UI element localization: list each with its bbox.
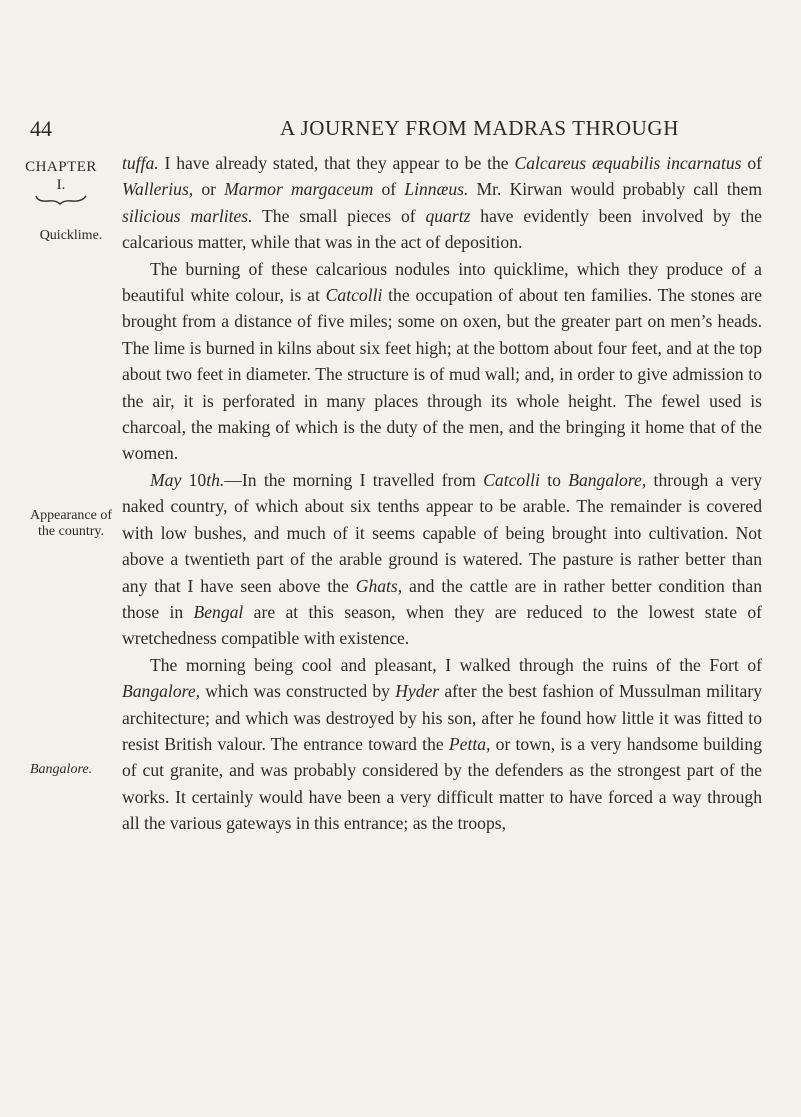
text-run: —In the morning I travelled from: [224, 469, 484, 490]
italic-text-run: Petta,: [448, 733, 491, 754]
paragraph: [122, 467, 762, 652]
paragraph: [122, 652, 762, 837]
italic-text-run: tuffa.: [122, 153, 159, 173]
brace-ornament-icon: [34, 194, 88, 206]
text-run: or: [193, 179, 225, 200]
margin-note-appearance: Appearance of the country.: [30, 508, 113, 539]
italic-text-run: Ghats,: [355, 575, 403, 596]
chapter-label: CHAPTER: [25, 159, 97, 175]
text-run: are at this season, when they are reduced to the lowest state of wretchedness compatible with existence.: [122, 601, 763, 649]
text-run: 10: [181, 469, 207, 490]
page-header: [30, 116, 790, 146]
text-run: which was constructed by: [200, 681, 396, 702]
italic-text-run: Hyder: [395, 681, 440, 702]
margin-note-quicklime: Quicklime.: [39, 228, 103, 243]
page-number: 44: [30, 116, 52, 141]
chapter-marker: [21, 158, 101, 206]
text-run: of: [373, 179, 405, 200]
italic-text-run: Bangalore,: [122, 681, 201, 702]
text-run: The morning being cool and pleasant, I walked through the ruins of the Fort of: [150, 654, 762, 675]
chapter-number: I.: [56, 177, 66, 193]
text-run: The burning of these calcarious nodules into quicklime, which they produce of a beautiful white colour, is at: [122, 258, 762, 306]
italic-text-run: silicious marlites.: [122, 205, 253, 226]
text-run: of: [741, 153, 763, 173]
text-run: to: [539, 469, 569, 490]
italic-text-run: Calcareus æquabilis incarnatus: [514, 153, 742, 173]
text-run: and the cattle are in rather better condition than those in: [122, 575, 762, 622]
text-run: after the best fashion of Mussulman military architecture; and which was destroyed by his son, after he found how little it was fitted to resist British valour. The entrance toward the: [122, 681, 763, 754]
text-run: Mr. Kirwan would probably call them: [468, 179, 763, 200]
italic-text-run: Linnæus.: [404, 179, 469, 200]
text-run: The small pieces of: [252, 205, 426, 226]
italic-text-run: quartz: [425, 205, 471, 226]
italic-text-run: Bangalore,: [568, 469, 647, 490]
paragraph: [122, 256, 762, 467]
italic-text-run: Catcolli: [483, 469, 540, 490]
italic-text-run: Wallerius,: [122, 179, 194, 200]
text-run: through a very naked country, of which about six tenths appear to be arable. The remainder is covered with low bushes, and much of it seems capable of being brought into cultivation. Not above a twentieth part of the arable ground is watered. The pasture is rather better than any that I have seen above the: [122, 469, 762, 596]
text-run: I have already stated, that they appear to be the: [158, 153, 515, 173]
paragraph: [122, 150, 762, 256]
text-run: the occupation of about ten families. The stones are brought from a distance of five miles; some on oxen, but the greater part on men’s heads. The lime is burned in kilns about six feet high; at the bottom about four feet, and at the top about two feet in diameter. The structure is of mud wall; and, in order to give admission to the air, it is perforated in many places through its whole height. The fewel used is charcoal, the making of which is the duty of the men, and the bringing it home that of the women.: [122, 285, 763, 464]
italic-text-run: Marmor margaceum: [224, 179, 374, 200]
italic-text-run: th.: [206, 469, 225, 490]
margin-note-bangalore: Bangalore.: [30, 762, 93, 777]
text-run: have evidently been involved by the calcarious matter, while that was in the act of deposition.: [122, 205, 762, 253]
italic-text-run: Catcolli: [325, 285, 383, 306]
body-text: [122, 150, 762, 837]
italic-text-run: Bengal: [193, 601, 244, 622]
italic-text-run: May: [150, 469, 182, 490]
text-run: or town, is a very handsome building of cut granite, and was probably considered by the defenders as the strongest part of the works. It certainly would have been a very difficult matter to have forced a way through all the various gateways in this entrance; as the troops,: [122, 733, 762, 834]
running-title: A JOURNEY FROM MADRAS THROUGH: [280, 116, 679, 140]
